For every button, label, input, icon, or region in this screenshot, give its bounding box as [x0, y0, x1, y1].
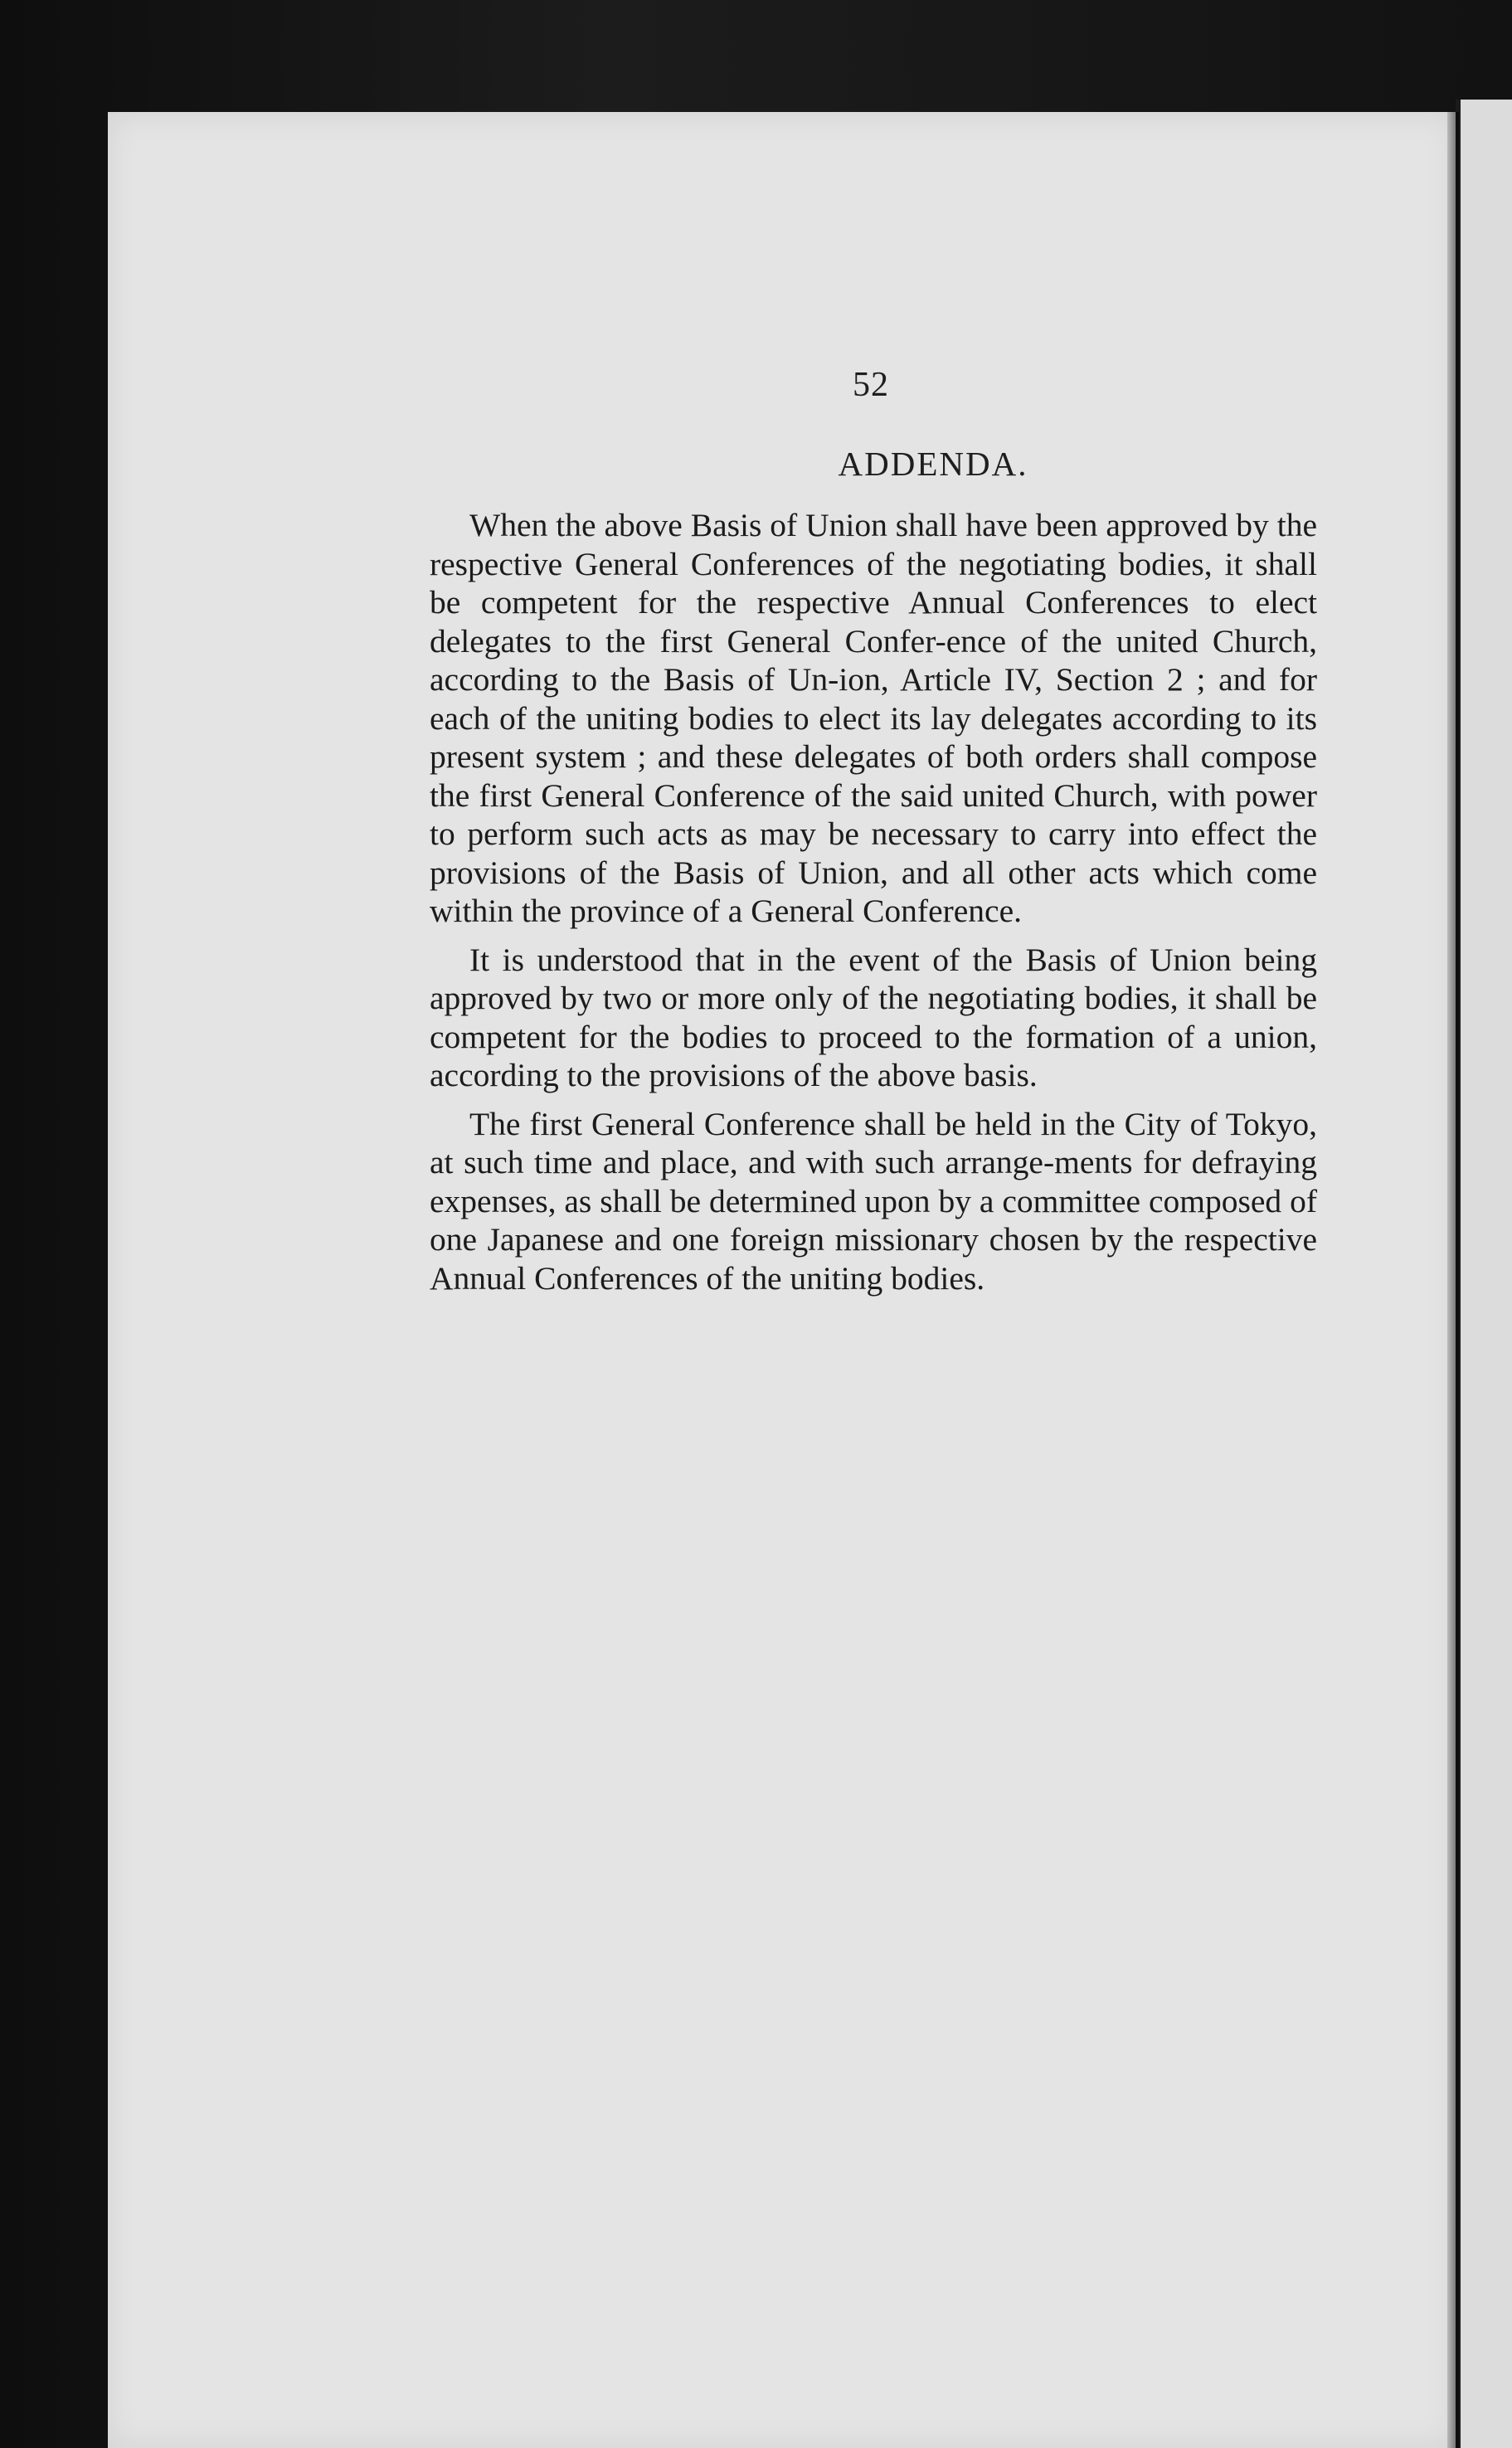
paragraph-partial-approval: It is understood that in the event of the Basis of Union being approved by two or more only of the negotiating bodies, it shall be competent for the bodies to proceed to the formation of a union, according to the provisions of the above basis. — [430, 941, 1317, 1093]
page-number: 52 — [853, 366, 889, 404]
paragraph-first-general-conference: The first General Conference shall be held in the City of Tokyo, at such time and place, and with such arrange-ments for defraying expenses, as shall be determined upon by a committee composed of one Japanese and one foreign missionary chosen by the respective Annual Conferences of the uniting bodies. — [430, 1105, 1317, 1297]
addenda-body — [430, 506, 1317, 1307]
page-heading: ADDENDA. — [838, 445, 1028, 483]
paragraph-basis-of-union-approval: When the above Basis of Union shall have been approved by the respective General Conferences of the negotiating bodies, it shall be competent for the respective Annual Conferences to elect delegates to the first General Confer-ence of the united Church, according to the Basis of Un-ion, Article IV, Section 2 ; and for each of the uniting bodies to elect its lay delegates according to its present system ; and these delegates of both orders shall compose the first General Conference of the said united Church, with power to perform such acts as may be necessary to carry into effect the provisions of the Basis of Union, and all other acts which come within the province of a General Conference. — [430, 507, 1317, 929]
